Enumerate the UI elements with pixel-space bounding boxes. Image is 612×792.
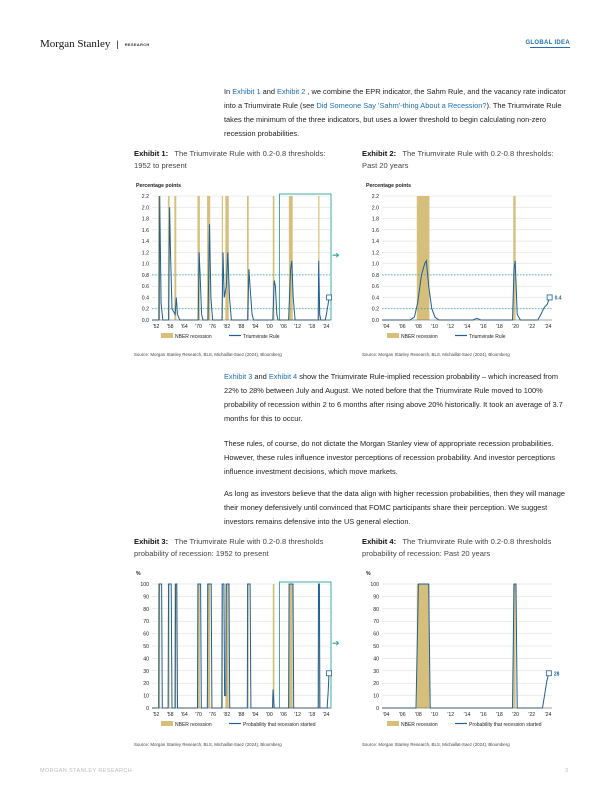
legend-recession-swatch: [161, 333, 173, 338]
x-tick-label: '94: [251, 324, 259, 330]
x-tick-label: '70: [195, 712, 202, 718]
y-tick-label: 10: [143, 693, 149, 700]
exhibit-3-chart: [132, 566, 342, 738]
exhibit-3-link[interactable]: Exhibit 3: [224, 372, 253, 381]
x-tick-label: '00: [265, 324, 273, 330]
y-tick-label: 1.8: [141, 216, 149, 223]
x-tick-label: '06: [280, 712, 287, 718]
y-tick-label: 20: [373, 681, 379, 688]
zoom-arrow-icon: ➔: [332, 250, 340, 260]
x-tick-label: '18: [496, 324, 503, 330]
y-tick-label: 90: [373, 594, 379, 601]
legend-series-label: Triumvirate Rule: [469, 334, 506, 340]
zoom-arrow-icon: ➔: [332, 638, 340, 648]
exhibit-4-source: Source: Morgan Stanley Research, BLS, Michaillat-Saez (2024), Bloomberg: [362, 742, 510, 747]
page-number: 3: [564, 768, 568, 774]
x-tick-label: '24: [322, 324, 330, 330]
legend-recession-label: NBER recession: [401, 722, 438, 728]
legend-recession-label: NBER recession: [175, 334, 212, 340]
x-tick-label: '04: [382, 324, 390, 330]
exhibit-3-source: Source: Morgan Stanley Research, BLS, Michaillat-Saez (2024), Bloomberg: [134, 742, 282, 747]
end-value-label: 28: [553, 671, 560, 678]
y-tick-label: 40: [143, 656, 149, 663]
y-tick-label: 1.8: [371, 216, 379, 223]
y-tick-label: 1.0: [371, 261, 379, 268]
x-tick-label: '94: [251, 712, 259, 718]
legend-recession-swatch: [161, 721, 173, 726]
y-tick-label: 0.4: [141, 295, 149, 302]
x-tick-label: '58: [166, 324, 174, 330]
x-tick-label: '52: [152, 324, 160, 330]
x-tick-label: '10: [431, 712, 438, 718]
x-tick-label: '22: [528, 324, 536, 330]
rules-paragraph: These rules, of course, do not dictate the Morgan Stanley view of appropriate recession probabilities. However, these rules influence investor perceptions of recession probability. And investor perceptions influence investment decisions, which move markets.: [224, 439, 555, 476]
end-value-label: 0.4: [554, 295, 562, 302]
y-tick-label: 70: [373, 619, 379, 626]
x-tick-label: '12: [294, 324, 302, 330]
y-tick-label: 1.4: [141, 239, 149, 246]
legend-series-label: Probability that recession started: [469, 722, 542, 728]
investors-paragraph: As long as investors believe that the data align with higher recession probabilities, then they will manage their money defensively until convinced that FOMC participants share their perception. We suggest investors remains defensive into the US general election.: [224, 489, 565, 526]
x-tick-label: '14: [463, 712, 471, 718]
y-tick-label: 80: [373, 606, 379, 613]
exhibit-1-link[interactable]: Exhibit 1: [232, 87, 261, 96]
end-value-marker: [547, 295, 552, 300]
y-tick-label: 0.6: [141, 284, 149, 291]
y-tick-label: 80: [143, 606, 149, 613]
y-tick-label: 2.0: [371, 205, 379, 212]
x-tick-label: '88: [237, 324, 245, 330]
y-tick-label: 2.2: [141, 194, 149, 200]
y-tick-label: 60: [143, 631, 149, 638]
exhibit-4-chart: [362, 566, 574, 738]
exhibit-4-title: Exhibit 4: The Triumvirate Rule with 0.2-0.8 thresholds probability of recession: Past 20 years: [362, 537, 552, 558]
y-tick-label: 0.2: [141, 306, 149, 313]
section-underline: [530, 47, 570, 48]
x-tick-label: '52: [152, 712, 160, 718]
x-tick-label: '06: [280, 324, 287, 330]
intro-paragraph: In Exhibit 1 and Exhibit 2 , we combine the EPR indicator, the Sahm Rule, and the vacancy rate indicator into a Triumvirate Rule (see Did Someone Say 'Sahm'-thing About a Recession?). The Triumvirate Rule takes the minimum of the three indicators, but uses a lower threshold to begin calculating non-zero recession probabilities.: [224, 87, 566, 138]
x-tick-label: '04: [382, 712, 390, 718]
x-tick-label: '64: [180, 712, 188, 718]
x-tick-label: '88: [237, 712, 245, 718]
end-value-marker: [327, 671, 332, 676]
y-axis-label: Percentage points: [366, 183, 411, 189]
x-tick-label: '08: [415, 712, 422, 718]
y-tick-label: 20: [143, 681, 149, 688]
legend-series-label: Triumvirate Rule: [243, 334, 280, 340]
y-tick-label: 0.2: [371, 306, 379, 313]
exhibit-1-title: Exhibit 1: The Triumvirate Rule with 0.2-0.8 thresholds: 1952 to present: [134, 149, 326, 170]
end-value-marker: [546, 671, 551, 676]
y-tick-label: 1.0: [141, 261, 149, 268]
y-tick-label: 0: [146, 706, 149, 712]
report-header: [40, 38, 150, 50]
y-tick-label: 70: [143, 619, 149, 626]
x-tick-label: '18: [308, 712, 316, 718]
exhibit-1-source: Source: Morgan Stanley Research, BLS, Michaillat-Saez (2024), Bloomberg: [134, 352, 282, 357]
legend-series-label: Probability that recession started: [243, 722, 316, 728]
header-separator: |: [116, 39, 119, 49]
x-tick-label: '12: [294, 712, 302, 718]
y-tick-label: 30: [373, 668, 379, 675]
exhibit-2-chart: [362, 178, 574, 348]
recession-report-link[interactable]: Did Someone Say 'Sahm'-thing About a Recession?: [316, 101, 487, 110]
exhibit-3-title: Exhibit 3: The Triumvirate Rule with 0.2-0.8 thresholds probability of recession: 1952 to present: [134, 537, 324, 558]
x-tick-label: '10: [431, 324, 438, 330]
y-tick-label: 0.0: [141, 318, 149, 324]
y-tick-label: 2.2: [371, 194, 379, 200]
x-tick-label: '14: [463, 324, 471, 330]
y-tick-label: 1.2: [141, 250, 149, 257]
y-tick-label: 1.2: [371, 250, 379, 257]
exhibit-2-title: Exhibit 2: The Triumvirate Rule with 0.2-0.8 thresholds: Past 20 years: [362, 149, 554, 170]
legend-recession-swatch: [387, 721, 399, 726]
exhibit-2-source: Source: Morgan Stanley Research, BLS, Michaillat-Saez (2024), Bloomberg: [362, 352, 510, 357]
morgan-stanley-logo: Morgan Stanley: [40, 38, 111, 50]
y-tick-label: 50: [373, 644, 379, 650]
x-tick-label: '18: [308, 324, 316, 330]
x-tick-label: '82: [223, 712, 231, 718]
x-tick-label: '16: [479, 712, 487, 718]
y-tick-label: 1.6: [141, 227, 149, 234]
y-tick-label: 1.6: [371, 227, 379, 234]
exhibit-2-link[interactable]: Exhibit 2: [277, 87, 306, 96]
x-tick-label: '76: [209, 712, 217, 718]
y-tick-label: 30: [143, 668, 149, 675]
x-tick-label: '76: [209, 324, 217, 330]
y-tick-label: 0.8: [141, 272, 149, 279]
x-tick-label: '00: [265, 712, 273, 718]
x-tick-label: '70: [195, 324, 202, 330]
series-line: [152, 196, 329, 320]
y-tick-label: 0.8: [371, 272, 379, 279]
x-tick-label: '22: [528, 712, 536, 718]
y-axis-label: Percentage points: [136, 183, 181, 189]
footer-label: MORGAN STANLEY RESEARCH: [40, 768, 133, 774]
x-tick-label: '12: [447, 324, 455, 330]
x-tick-label: '16: [479, 324, 487, 330]
section-label: GLOBAL IDEA: [525, 40, 570, 46]
y-axis-label: %: [136, 571, 141, 577]
exhibit-3-4-paragraph: Exhibit 3 and Exhibit 4 show the Triumvirate Rule-implied recession probability – which increased from 22% to 28% between July and August. We noted before that the Triumvirate Rule moved to 100% probability of recession within 2 to 6 months after rising above 20% historically. It took an average of 3.7 months for this to occur.: [224, 372, 563, 423]
zoom-highlight-box: [279, 194, 331, 320]
y-tick-label: 100: [370, 582, 379, 588]
recession-bar: [417, 196, 430, 320]
x-tick-label: '64: [180, 324, 188, 330]
x-tick-label: '58: [166, 712, 174, 718]
y-tick-label: 1.4: [371, 239, 379, 246]
end-value-marker: [327, 295, 332, 300]
legend-recession-label: NBER recession: [175, 722, 212, 728]
x-tick-label: '82: [223, 324, 231, 330]
y-tick-label: 50: [143, 644, 149, 650]
y-axis-label: %: [366, 571, 371, 577]
y-tick-label: 0: [376, 706, 379, 712]
x-tick-label: '06: [398, 712, 406, 718]
zoom-highlight-box: [279, 582, 331, 708]
x-tick-label: '06: [398, 324, 406, 330]
research-label: RESEARCH: [124, 41, 150, 47]
y-tick-label: 10: [373, 693, 379, 700]
x-tick-label: '24: [322, 712, 330, 718]
x-tick-label: '18: [496, 712, 503, 718]
x-tick-label: '12: [447, 712, 455, 718]
y-tick-label: 0.6: [371, 284, 379, 291]
x-tick-label: '20: [512, 712, 519, 718]
y-tick-label: 60: [373, 631, 379, 638]
series-line: [382, 261, 550, 320]
x-tick-label: '24: [544, 324, 552, 330]
exhibit-4-link[interactable]: Exhibit 4: [268, 372, 298, 381]
exhibit-1-chart: [132, 178, 342, 348]
y-tick-label: 100: [140, 582, 149, 588]
legend-recession-swatch: [387, 333, 399, 338]
x-tick-label: '08: [415, 324, 422, 330]
y-tick-label: 40: [373, 656, 379, 663]
y-tick-label: 2.0: [141, 205, 149, 212]
recession-bar: [417, 584, 430, 708]
y-tick-label: 0.4: [371, 295, 379, 302]
x-tick-label: '20: [512, 324, 519, 330]
legend-recession-label: NBER recession: [401, 334, 438, 340]
recession-bar: [513, 196, 515, 320]
y-tick-label: 0.0: [371, 318, 379, 324]
x-tick-label: '24: [544, 712, 552, 718]
y-tick-label: 90: [143, 594, 149, 601]
